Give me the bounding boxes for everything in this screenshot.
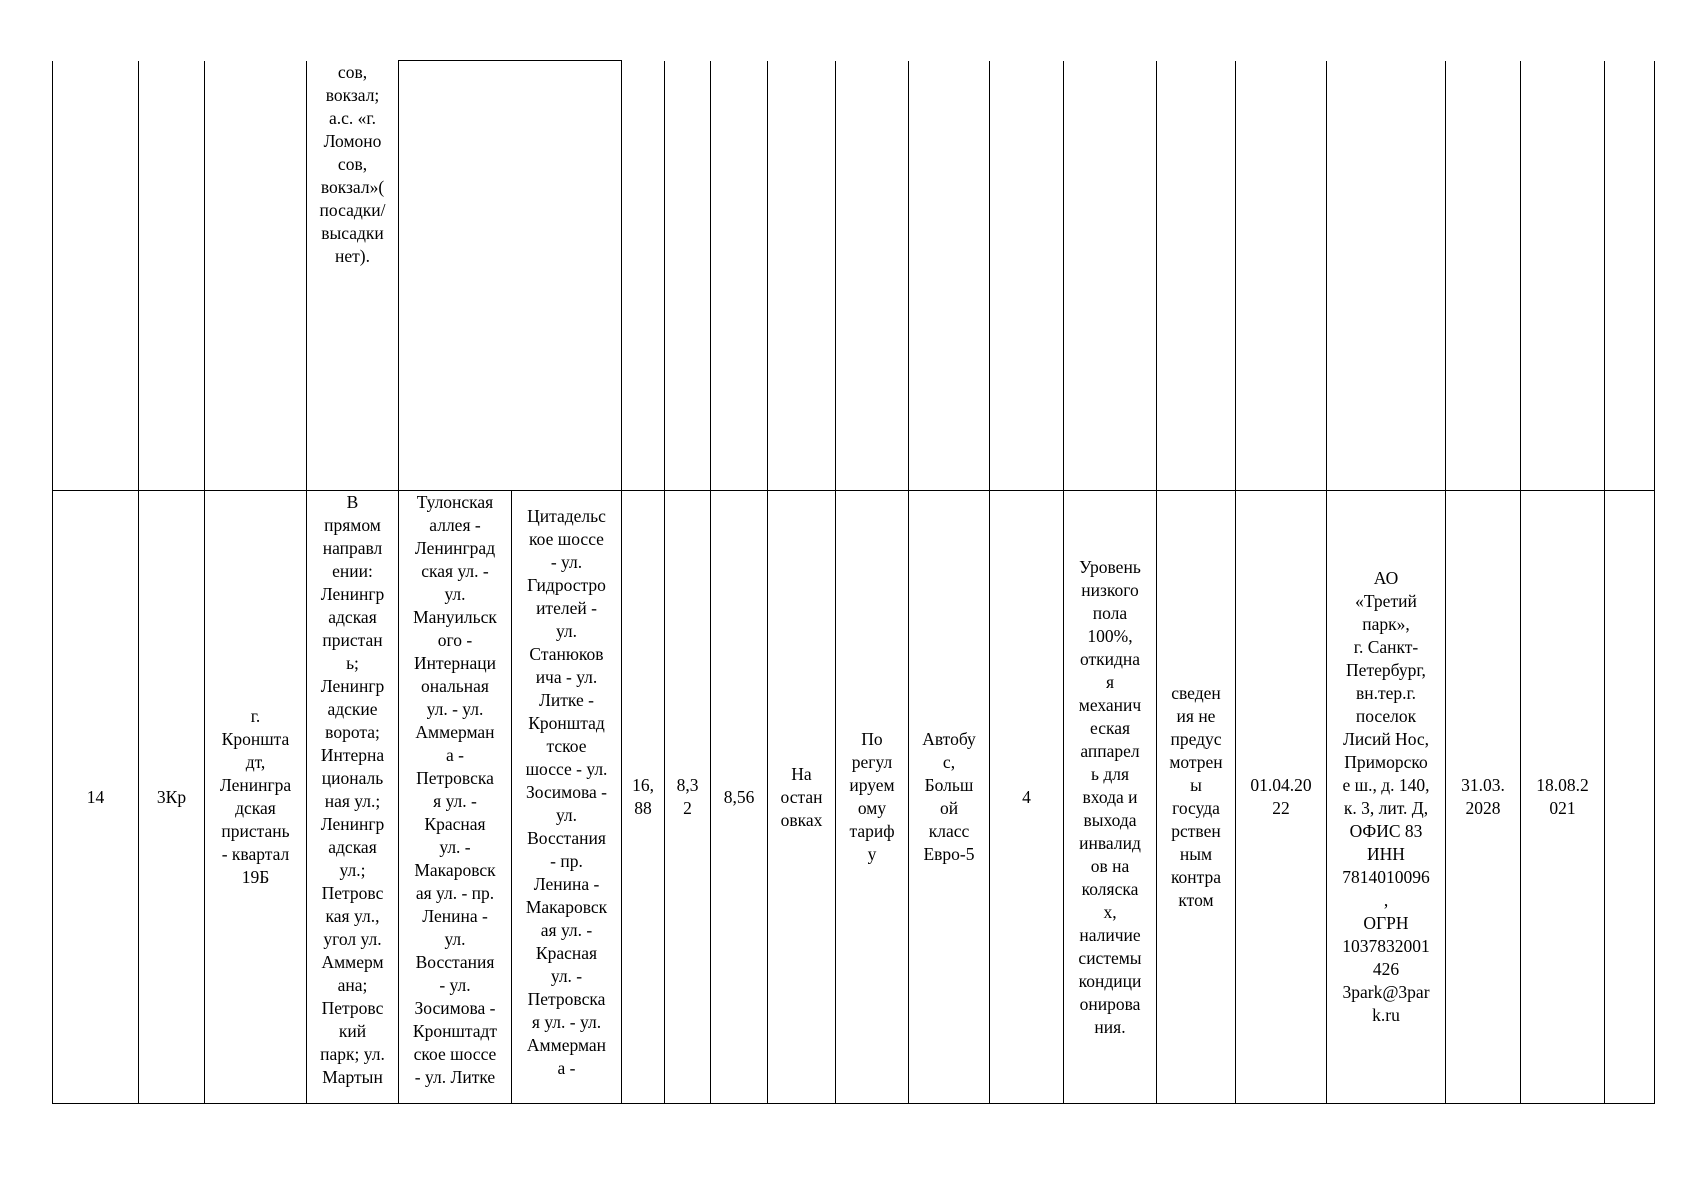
cell-start-date: 01.04.20 22 bbox=[1236, 491, 1327, 1104]
cell-length-backward: 8,3 2 bbox=[665, 491, 711, 1104]
cell-empty bbox=[1446, 61, 1521, 491]
route-registry-table bbox=[52, 60, 1655, 1104]
cell-empty bbox=[711, 61, 768, 491]
cell-empty bbox=[622, 61, 665, 491]
cell-empty bbox=[205, 61, 307, 491]
cell-empty bbox=[665, 61, 711, 491]
cell-empty bbox=[990, 61, 1064, 491]
cell-end-date: 31.03. 2028 bbox=[1446, 491, 1521, 1104]
table-row-continued bbox=[53, 61, 1655, 491]
cell-streets-empty bbox=[399, 61, 622, 491]
cell-empty bbox=[1064, 61, 1157, 491]
cell-empty bbox=[1327, 61, 1446, 491]
cell-route-name: г. Кроншта дт, Ленингра дская пристань - квартал 19Б bbox=[205, 491, 307, 1104]
cell-stops-continued bbox=[307, 61, 399, 491]
cell-empty bbox=[53, 61, 139, 491]
cell-contract-info: сведен ия не предус мотрен ы госуда рствен ным контра ктом bbox=[1157, 491, 1236, 1104]
cell-empty bbox=[1236, 61, 1327, 491]
cell-streets-backward: Цитадельс кое шоссе - ул. Гидростро ителей - ул. Станюков ича - ул. Литке - Кронштад тское шоссе - ул. Зосимова - ул. Восстания - пр. Ленина - Макаровск ая ул. - Красная ул. - Петровска я ул. - ул. Аммерман а - bbox=[512, 491, 622, 1104]
cell-empty bbox=[909, 61, 990, 491]
cell-length-forward: 16, 88 bbox=[622, 491, 665, 1104]
cell-empty bbox=[139, 61, 205, 491]
cell-vehicle-count: 4 bbox=[990, 491, 1064, 1104]
cell-last bbox=[1605, 491, 1655, 1104]
cell-route-code: 3Кр bbox=[139, 491, 205, 1104]
cell-empty bbox=[1605, 61, 1655, 491]
cell-empty bbox=[1521, 61, 1605, 491]
cell-characteristics: Уровень низкого пола 100%, откидна я механич еская аппарел ь для входа и выхода инвалид ов на коляска х, наличие системы кондици онирова ния. bbox=[1064, 491, 1157, 1104]
cell-empty bbox=[1157, 61, 1236, 491]
cell-length-total: 8,56 bbox=[711, 491, 768, 1104]
cell-streets-forward: Тулонская аллея - Ленинград ская ул. - ул. Мануильск ого - Интернаци ональная ул. - ул. Аммерман а - Петровска я ул. - Красная ул. - Макаровск ая ул. - пр. Ленина - ул. Восстания - ул. Зосимова - Кронштадт ское шоссе - ул. Литке bbox=[399, 491, 512, 1104]
cell-empty bbox=[768, 61, 836, 491]
cell-boarding: На остан овках bbox=[768, 491, 836, 1104]
table-row-route bbox=[53, 491, 1655, 1104]
cell-vehicle: Автобу с, Больш ой класс Евро-5 bbox=[909, 491, 990, 1104]
stops-continued-text: сов, вокзал; а.с. «г. Ломоно сов, вокзал»( посадки/ высадки нет). bbox=[319, 61, 386, 266]
cell-route-number: 14 bbox=[53, 491, 139, 1104]
cell-tariff: По регул ируем ому тариф у bbox=[836, 491, 909, 1104]
cell-date-registered: 18.08.2 021 bbox=[1521, 491, 1605, 1104]
cell-carrier: АО «Третий парк», г. Санкт- Петербург, вн.тер.г. поселок Лисий Нос, Приморско е ш., д. 140, к. 3, лит. Д, ОФИС 83 ИНН 7814010096 , ОГРН 1037832001 426 3park@3par k.ru bbox=[1327, 491, 1446, 1104]
cell-empty bbox=[836, 61, 909, 491]
cell-route-stops: В прямом направл ении: Ленингр адская пристан ь; Ленингр адские ворота; Интерна циональ ная ул.; Ленингр адская ул.; Петровс кая ул., угол ул. Аммерм ана; Петровс кий парк; ул. Мартын bbox=[307, 491, 399, 1104]
